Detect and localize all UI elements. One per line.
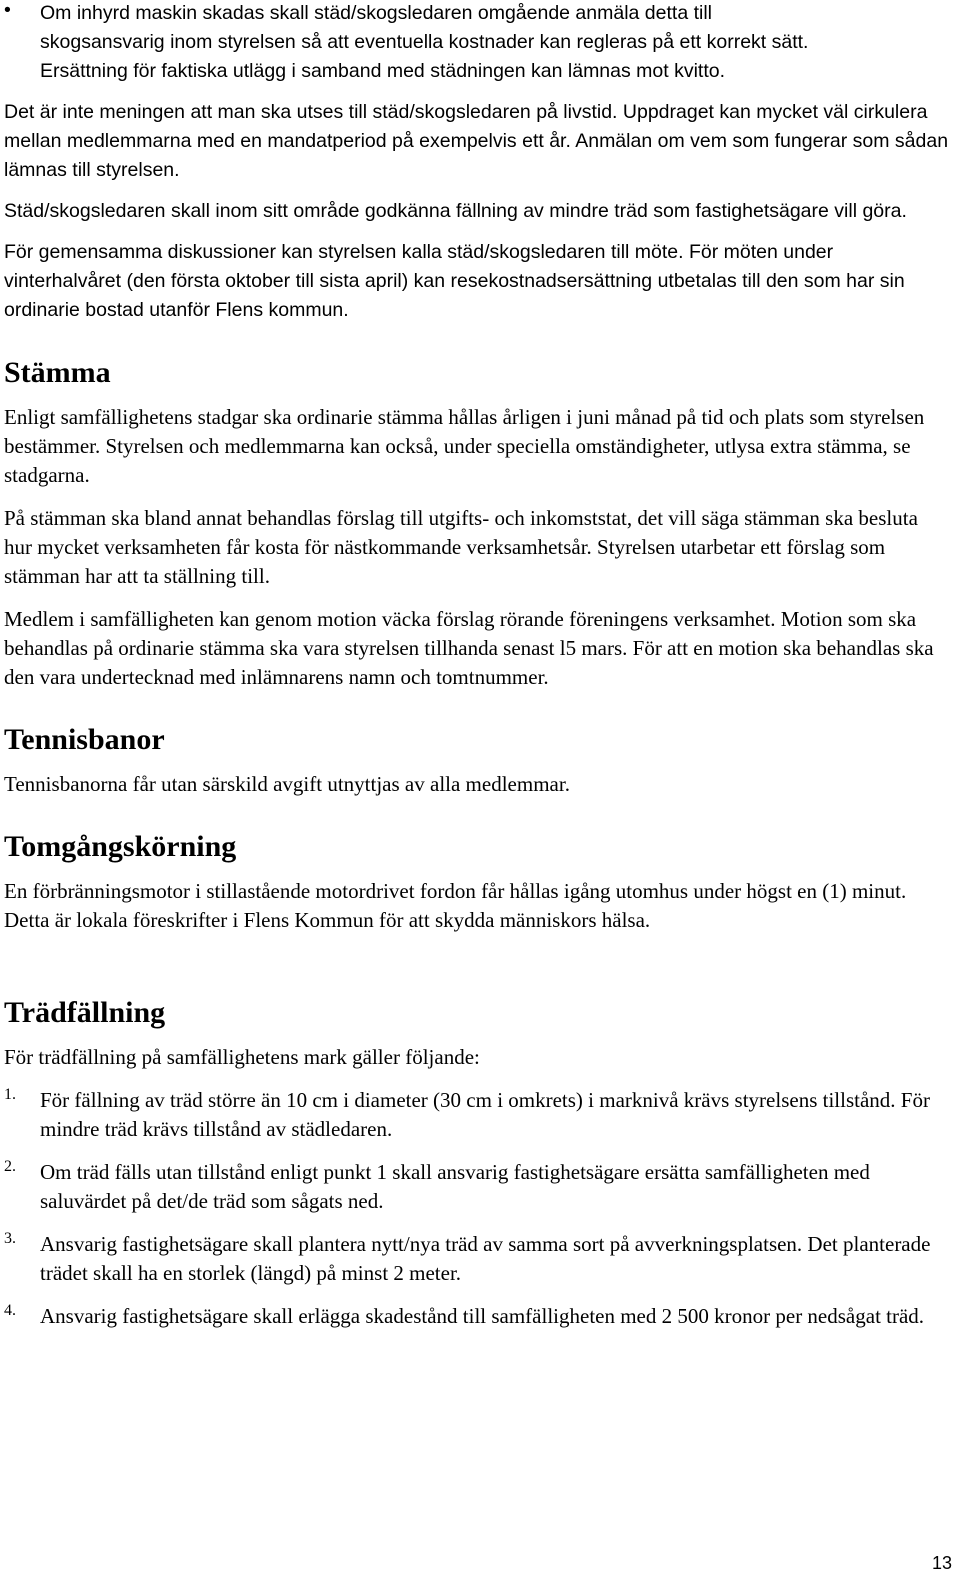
- list-item-number: 3.: [4, 1230, 16, 1247]
- page-number: 13: [931, 1553, 952, 1573]
- list-item-number: 1.: [4, 1086, 16, 1103]
- list-item-number: 2.: [4, 1158, 16, 1175]
- tradfallning-intro: För trädfällning på samfällighetens mark gäller följande:: [4, 1045, 480, 1069]
- list-item-number: 4.: [4, 1302, 16, 1319]
- list-item: [4, 1158, 950, 1216]
- tennis-paragraph: Tennisbanorna får utan särskild avgift utnyttjas av alla medlemmar.: [4, 772, 570, 796]
- list-item: [4, 1302, 950, 1331]
- heading-tennisbanor: Tennisbanor: [4, 723, 165, 756]
- list-item-text: För fällning av träd större än 10 cm i diameter (30 cm i omkrets) i marknivå krävs styrelsens tillstånd. För mindre träd krävs tillstånd av städledaren.: [40, 1088, 930, 1141]
- bullet-icon: •: [4, 0, 11, 21]
- list-item: [4, 1230, 950, 1288]
- intro-paragraph-3: För gemensamma diskussioner kan styrelsen kalla städ/skogsledaren till möte. För möten under vinterhalvåret (den första oktober till sista april) kan resekostnadsersättning utbetalas till den som har sin ordinarie bostad utanför Flens kommun.: [4, 241, 905, 321]
- list-item-text: Ansvarig fastighetsägare skall erlägga skadestånd till samfälligheten med 2 500 kronor per nedsågat träd.: [40, 1304, 925, 1328]
- tomgang-paragraph: En förbränningsmotor i stillastående motordrivet fordon får hållas igång utomhus under högst en (1) minut. Detta är lokala föreskrifter i Flens Kommun för att skydda människors hälsa.: [4, 879, 907, 932]
- document-page: [4, 0, 950, 1331]
- bullet-item: [4, 0, 950, 86]
- stamma-paragraph-2: På stämman ska bland annat behandlas förslag till utgifts- och inkomststat, det vill säga stämman ska besluta hur mycket verksamheten får kosta för nästkommande verksamhetsår. Styrelsen utarbetar ett förslag som stämman har att ta ställning till.: [4, 506, 918, 588]
- heading-tomgangskorning: Tomgångskörning: [4, 830, 237, 863]
- list-item-text: Om träd fälls utan tillstånd enligt punkt 1 skall ansvarig fastighetsägare ersätta samfälligheten med saluvärdet på det/de träd som sågats ned.: [40, 1160, 870, 1213]
- intro-paragraph-2: Städ/skogsledaren skall inom sitt område godkänna fällning av mindre träd som fastighetsägare vill göra.: [4, 200, 907, 222]
- list-item: [4, 1086, 950, 1144]
- bullet-line-2: skogsansvarig inom styrelsen så att eventuella kostnader kan regleras på ett korrekt sätt.: [40, 31, 809, 53]
- intro-paragraph-1: Det är inte meningen att man ska utses till städ/skogsledaren på livstid. Uppdraget kan mycket väl cirkulera mellan medlemmarna med en mandatperiod på exempelvis ett år. Anmälan om vem som fungerar som sådan lämnas till styrelsen.: [4, 101, 949, 181]
- bullet-line-1: Om inhyrd maskin skadas skall städ/skogsledaren omgående anmäla detta till: [40, 2, 713, 24]
- bullet-line-3: Ersättning för faktiska utlägg i samband med städningen kan lämnas mot kvitto.: [40, 60, 726, 82]
- stamma-paragraph-1: Enligt samfällighetens stadgar ska ordinarie stämma hållas årligen i juni månad på tid och plats som styrelsen bestämmer. Styrelsen och medlemmarna kan också, under speciella omständigheter, utlysa extra stämma, se stadgarna.: [4, 405, 925, 487]
- heading-tradfallning: Trädfällning: [4, 996, 166, 1029]
- list-item-text: Ansvarig fastighetsägare skall plantera nytt/nya träd av samma sort på avverkningsplatsen. Det planterade trädet skall ha en storlek (längd) på minst 2 meter.: [40, 1232, 931, 1285]
- stamma-paragraph-3: Medlem i samfälligheten kan genom motion väcka förslag rörande föreningens verksamhet. Motion som ska behandlas på ordinarie stämma ska vara styrelsen tillhanda senast l5 mars. För att en motion ska behandlas ska den vara undertecknad med inlämnarens namn och tomtnummer.: [4, 607, 934, 689]
- heading-stamma: Stämma: [4, 356, 111, 389]
